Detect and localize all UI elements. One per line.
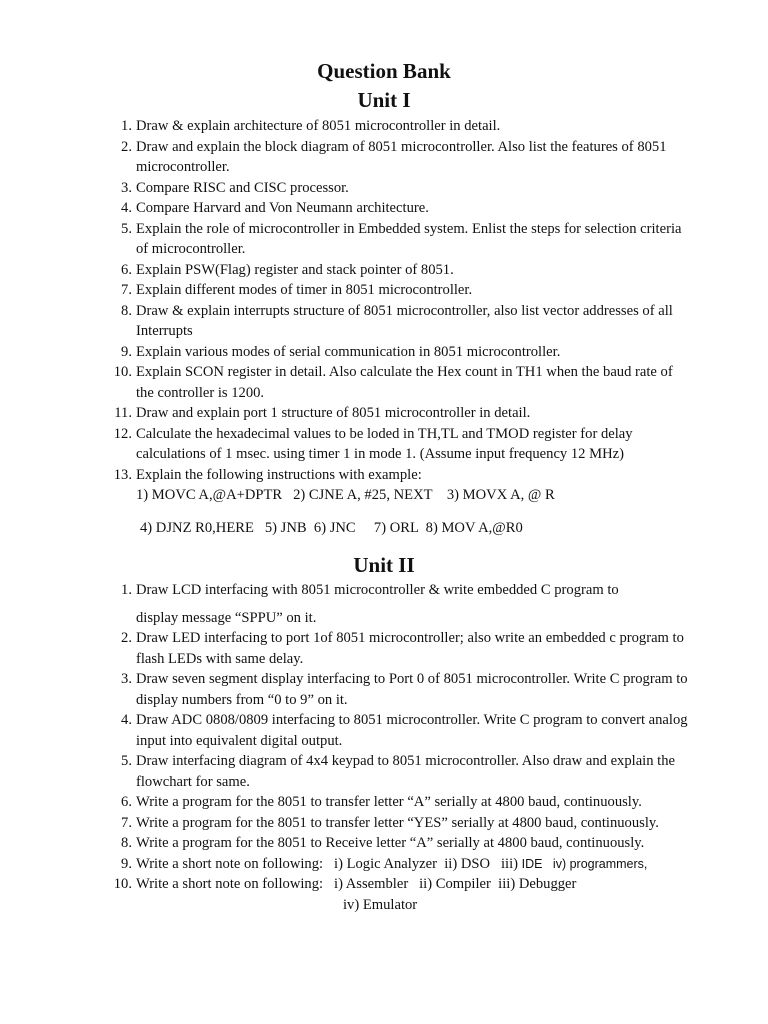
list-item: 10. Explain SCON register in detail. Also calculate the Hex count in TH1 when the baud rate of the controller is 1200. <box>113 364 673 401</box>
question-text-tail: IDE iv) programmers, <box>521 856 648 871</box>
list-item: 8. Draw & explain interrupts structure of 8051 microcontroller, also list vector addresses of all Interrupts <box>121 302 673 339</box>
question-text: Explain the role of microcontroller in Embedded system. Enlist the steps for selection criteria of microcontroller. <box>136 220 682 257</box>
question-text: Draw and explain the block diagram of 8051 microcontroller. Also list the features of 8051 microcontroller. <box>136 138 667 175</box>
question-text-continued: iv) Emulator <box>343 896 418 913</box>
list-item: 13. Explain the following instructions with example: 1) MOVC A,@A+DPTR 2) CJNE A, #25, NEXT 3) MOVX A, @ R 4) DJNZ R0,HERE 5) JNB 6) JNC 7) ORL 8) MOV A,@R0 <box>108 465 688 539</box>
list-item: 8. Write a program for the 8051 to Receive letter “A” serially at 4800 baud, continuously. <box>121 835 645 851</box>
question-text: Draw seven segment display interfacing to Port 0 of 8051 microcontroller. Write C program to display numbers from “0 to 9” on it. <box>136 671 688 708</box>
question-text: Write a program for the 8051 to Receive letter “A” serially at 4800 baud, continuously. <box>136 835 645 851</box>
list-item: 9. Explain various modes of serial communication in 8051 microcontroller. <box>121 343 561 360</box>
list-item: 2. Draw and explain the block diagram of 8051 microcontroller. Also list the features of 8051 microcontroller. <box>121 138 667 175</box>
list-item: 5. Explain the role of microcontroller in Embedded system. Enlist the steps for selection criteria of microcontroller. <box>121 220 682 257</box>
page-title: Question Bank <box>317 59 451 83</box>
question-text: Draw LED interfacing to port 1of 8051 microcontroller; also write an embedded c program to flash LEDs with same delay. <box>136 630 684 667</box>
question-text: Write a short note on following: i) Logic Analyzer ii) DSO iii) <box>136 855 522 872</box>
question-text: Write a short note on following: i) Assembler ii) Compiler iii) Debugger <box>136 876 577 892</box>
list-item: 5. Draw interfacing diagram of 4x4 keypad to 8051 microcontroller. Also draw and explain the flowchart for same. <box>121 753 675 790</box>
unit-1-heading: Unit I <box>357 88 411 112</box>
question-text: Explain SCON register in detail. Also calculate the Hex count in TH1 when the baud rate of the controller is 1200. <box>136 364 673 401</box>
unit-1-question-list <box>108 116 688 538</box>
question-text: Draw LCD interfacing with 8051 microcontroller & write embedded C program to <box>136 582 619 598</box>
question-text: Draw & explain interrupts structure of 8051 microcontroller, also list vector addresses of all Interrupts <box>136 302 673 339</box>
question-text: Explain different modes of timer in 8051 microcontroller. <box>136 282 473 298</box>
question-text: Explain various modes of serial communication in 8051 microcontroller. <box>136 343 561 360</box>
list-item: 3. Draw seven segment display interfacing to Port 0 of 8051 microcontroller. Write C program to display numbers from “0 to 9” on it. <box>121 671 688 708</box>
list-item: 4. Compare Harvard and Von Neumann architecture. <box>121 200 429 216</box>
list-item: 3. Compare RISC and CISC processor. <box>121 179 349 196</box>
list-item: 1. Draw LCD interfacing with 8051 microcontroller & write embedded C program to display message “SPPU” on it. <box>108 580 688 628</box>
list-item: 1. Draw & explain architecture of 8051 microcontroller in detail. <box>121 118 501 134</box>
list-item: 6. Explain PSW(Flag) register and stack pointer of 8051. <box>121 261 454 278</box>
list-item: 12. Calculate the hexadecimal values to be loded in TH,TL and TMOD register for delay calculations of 1 msec. using timer 1 in mode 1. (Assume input frequency 12 MHz) <box>113 425 633 462</box>
list-item: 10. Write a short note on following: i) Assembler ii) Compiler iii) Debugger iv) Emulator <box>108 874 688 915</box>
unit-2-heading: Unit II <box>353 553 415 577</box>
instruction-line-1: 1) MOVC A,@A+DPTR 2) CJNE A, #25, NEXT 3) MOVX A, @ R <box>136 487 555 503</box>
question-text: Explain the following instructions with example: <box>136 466 422 483</box>
list-item: 7. Write a program for the 8051 to transfer letter “YES” serially at 4800 baud, continuously. <box>121 814 659 831</box>
question-text: Calculate the hexadecimal values to be loded in TH,TL and TMOD register for delay calculations of 1 msec. using timer 1 in mode 1. (Assume input frequency 12 MHz) <box>136 425 633 462</box>
question-text: Compare Harvard and Von Neumann architecture. <box>136 200 429 216</box>
list-item: 9. Write a short note on following: i) Logic Analyzer ii) DSO iii) IDE iv) programmers, <box>121 855 648 872</box>
instruction-line-2: 4) DJNZ R0,HERE 5) JNB 6) JNC 7) ORL 8) MOV A,@R0 <box>140 519 523 536</box>
question-text: Write a program for the 8051 to transfer letter “YES” serially at 4800 baud, continuously. <box>136 814 659 831</box>
unit-2-question-list <box>108 580 688 915</box>
question-text: Explain PSW(Flag) register and stack pointer of 8051. <box>136 261 454 278</box>
question-text-continued: display message “SPPU” on it. <box>136 609 317 626</box>
list-item: 11. Draw and explain port 1 structure of 8051 microcontroller in detail. <box>114 405 531 421</box>
question-text: Draw and explain port 1 structure of 8051 microcontroller in detail. <box>136 405 531 421</box>
question-text: Draw ADC 0808/0809 interfacing to 8051 microcontroller. Write C program to convert analog input into equivalent digital output. <box>136 712 688 749</box>
question-text: Compare RISC and CISC processor. <box>136 179 349 196</box>
list-item: 7. Explain different modes of timer in 8051 microcontroller. <box>121 282 473 298</box>
list-item: 2. Draw LED interfacing to port 1of 8051 microcontroller; also write an embedded c program to flash LEDs with same delay. <box>121 630 684 667</box>
question-text: Draw & explain architecture of 8051 microcontroller in detail. <box>136 118 501 134</box>
list-item: 6. Write a program for the 8051 to transfer letter “A” serially at 4800 baud, continuously. <box>121 794 642 810</box>
question-text: Write a program for the 8051 to transfer letter “A” serially at 4800 baud, continuously. <box>136 794 642 810</box>
question-text: Draw interfacing diagram of 4x4 keypad to 8051 microcontroller. Also draw and explain the flowchart for same. <box>136 753 675 790</box>
list-item: 4. Draw ADC 0808/0809 interfacing to 8051 microcontroller. Write C program to convert analog input into equivalent digital output. <box>121 712 688 749</box>
